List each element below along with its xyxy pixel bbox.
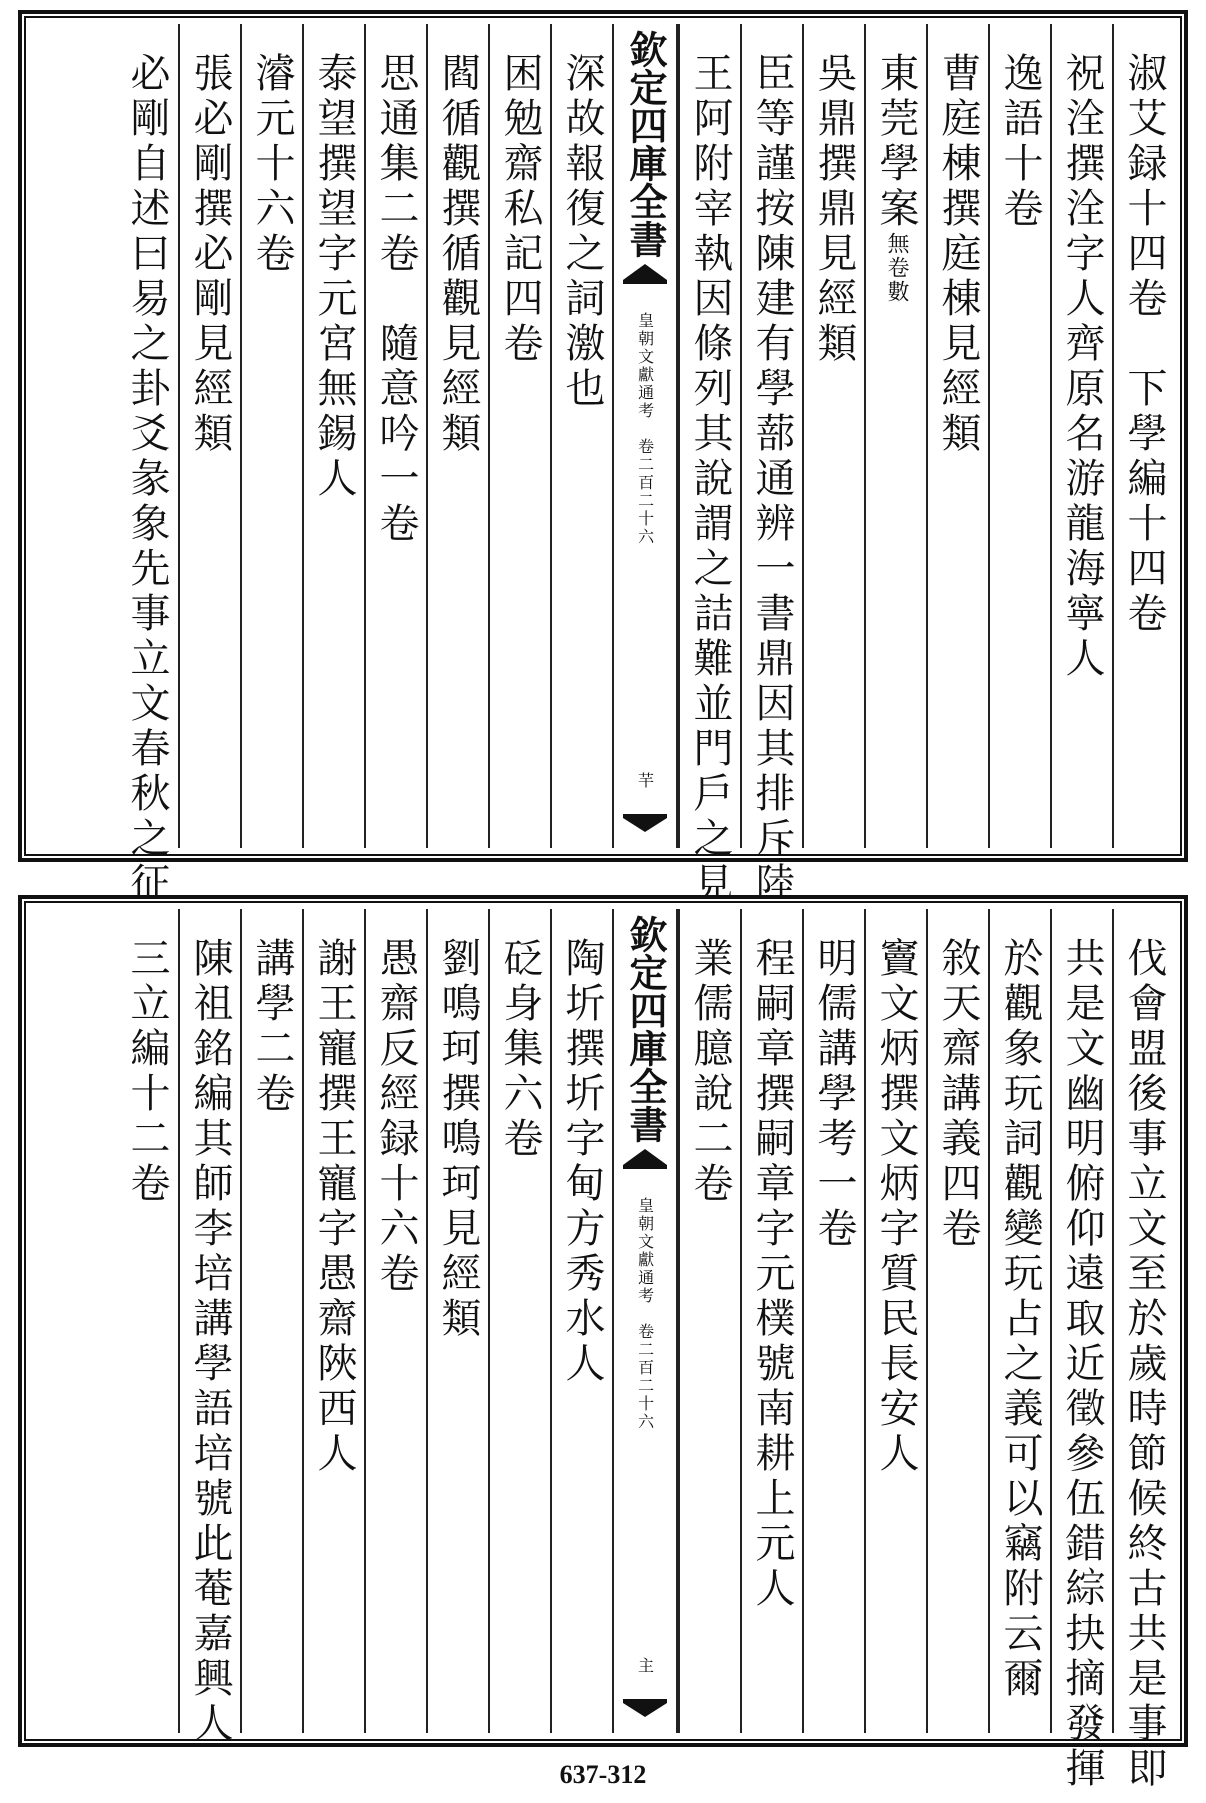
column-text: 劉鳴珂撰鳴珂見經類 <box>435 937 481 1342</box>
column-text: 深故報復之詞激也 <box>559 52 605 412</box>
column-text: 祝洤撰洤字人齊原名游龍海寧人 <box>1059 52 1105 682</box>
fish-tail-mark-icon <box>623 264 667 294</box>
top-page <box>18 10 1188 907</box>
text-column <box>240 24 302 848</box>
text-column <box>550 909 612 1733</box>
text-column <box>488 909 550 1733</box>
column-text: 濬元十六卷 <box>249 52 295 277</box>
column-text: 臣等謹按陳建有學蔀通辨一書鼎因其排斥陸 <box>749 52 795 907</box>
column-text: 閻循觀撰循觀見經類 <box>435 52 481 457</box>
text-column <box>1050 909 1112 1792</box>
book-banner-title: 欽定四庫全書 <box>623 915 668 1143</box>
text-column <box>678 909 740 1733</box>
column-text: 吳鼎撰鼎見經類 <box>811 52 857 367</box>
text-column <box>364 909 426 1733</box>
text-column <box>926 24 988 848</box>
column-text: 陶圻撰圻字甸方秀水人 <box>559 937 605 1387</box>
text-column <box>740 909 802 1733</box>
column-text: 竇文炳撰文炳字質民長安人 <box>873 937 919 1477</box>
text-column <box>302 909 364 1733</box>
book-banner-title: 欽定四庫全書 <box>623 30 668 258</box>
text-column <box>178 24 240 848</box>
text-column <box>116 909 178 1733</box>
column-text: 敘天齋講義四卷 <box>935 937 981 1252</box>
text-column <box>116 24 178 907</box>
text-column <box>1050 24 1112 848</box>
lower-fish-tail-icon <box>623 1699 667 1719</box>
text-column <box>1112 909 1174 1792</box>
text-column <box>240 909 302 1733</box>
column-text: 淑艾録十四卷 下學編十四卷 <box>1121 52 1167 637</box>
column-text: 伐會盟後事立文至於歲時節候終古共是事即 <box>1121 937 1167 1792</box>
fold-center-column <box>612 24 678 848</box>
column-text: 業儒臆說二卷 <box>687 937 733 1207</box>
column-text: 困勉齋私記四卷 <box>497 52 543 367</box>
column-text: 陳祖銘編其師李培講學語培號此菴嘉興人 <box>187 937 233 1747</box>
column-text: 三立編十二卷 <box>124 937 170 1207</box>
banner-volume: 卷二百二十六 <box>635 1323 655 1431</box>
column-text: 於觀象玩詞觀變玩占之義可以竊附云爾 <box>997 937 1043 1702</box>
column-text <box>873 24 919 848</box>
text-column <box>488 24 550 848</box>
text-column <box>864 909 926 1733</box>
banner-volume: 卷二百二十六 <box>635 438 655 546</box>
text-column <box>364 24 426 848</box>
column-text: 必剛自述曰易之卦爻彖象先事立文春秋之征 <box>124 52 170 907</box>
text-column <box>740 24 802 907</box>
leaf-number: 主 <box>635 1657 655 1673</box>
text-column <box>426 24 488 848</box>
text-column <box>864 24 926 848</box>
annotation-note: 無卷數 <box>884 232 909 304</box>
text-column <box>426 909 488 1733</box>
column-text: 講學二卷 <box>249 937 295 1117</box>
fold-center-column <box>612 909 678 1733</box>
column-text: 共是文幽明俯仰遠取近徵參伍錯綜抉摘發揮 <box>1059 937 1105 1792</box>
text-column <box>802 909 864 1733</box>
column-text: 程嗣章撰嗣章字元樸號南耕上元人 <box>749 937 795 1612</box>
column-text: 王阿附宰執因條列其說謂之詰難並門戶之見 <box>687 52 733 907</box>
text-column <box>1112 24 1174 848</box>
text-column <box>678 24 740 907</box>
column-text: 明儒講學考一卷 <box>811 937 857 1252</box>
text-column <box>550 24 612 848</box>
column-text: 張必剛撰必剛見經類 <box>187 52 233 457</box>
text-column <box>302 24 364 848</box>
sheet-number: 637-312 <box>559 1760 647 1789</box>
lower-fish-tail-icon <box>623 814 667 834</box>
text-column <box>926 909 988 1733</box>
column-text: 思通集二卷 隨意吟一卷 <box>373 52 419 547</box>
column-text: 泰望撰望字元宮無錫人 <box>311 52 357 502</box>
banner-subtitle: 皇朝文獻通考 <box>635 1197 655 1305</box>
text-column <box>178 909 240 1747</box>
column-text: 曹庭棟撰庭棟見經類 <box>935 52 981 457</box>
title-text: 東莞學案 <box>873 52 919 232</box>
column-text: 謝王寵撰王寵字愚齋陜西人 <box>311 937 357 1477</box>
fish-tail-mark-icon <box>623 1149 667 1179</box>
column-text: 愚齋反經録十六卷 <box>373 937 419 1297</box>
text-column <box>988 909 1050 1733</box>
top-columns <box>32 24 1174 907</box>
column-text: 砭身集六卷 <box>497 937 543 1162</box>
leaf-number: 芉 <box>635 772 655 788</box>
text-column <box>988 24 1050 848</box>
banner-subtitle: 皇朝文獻通考 <box>635 312 655 420</box>
text-column <box>802 24 864 848</box>
column-text: 逸語十卷 <box>997 52 1043 232</box>
